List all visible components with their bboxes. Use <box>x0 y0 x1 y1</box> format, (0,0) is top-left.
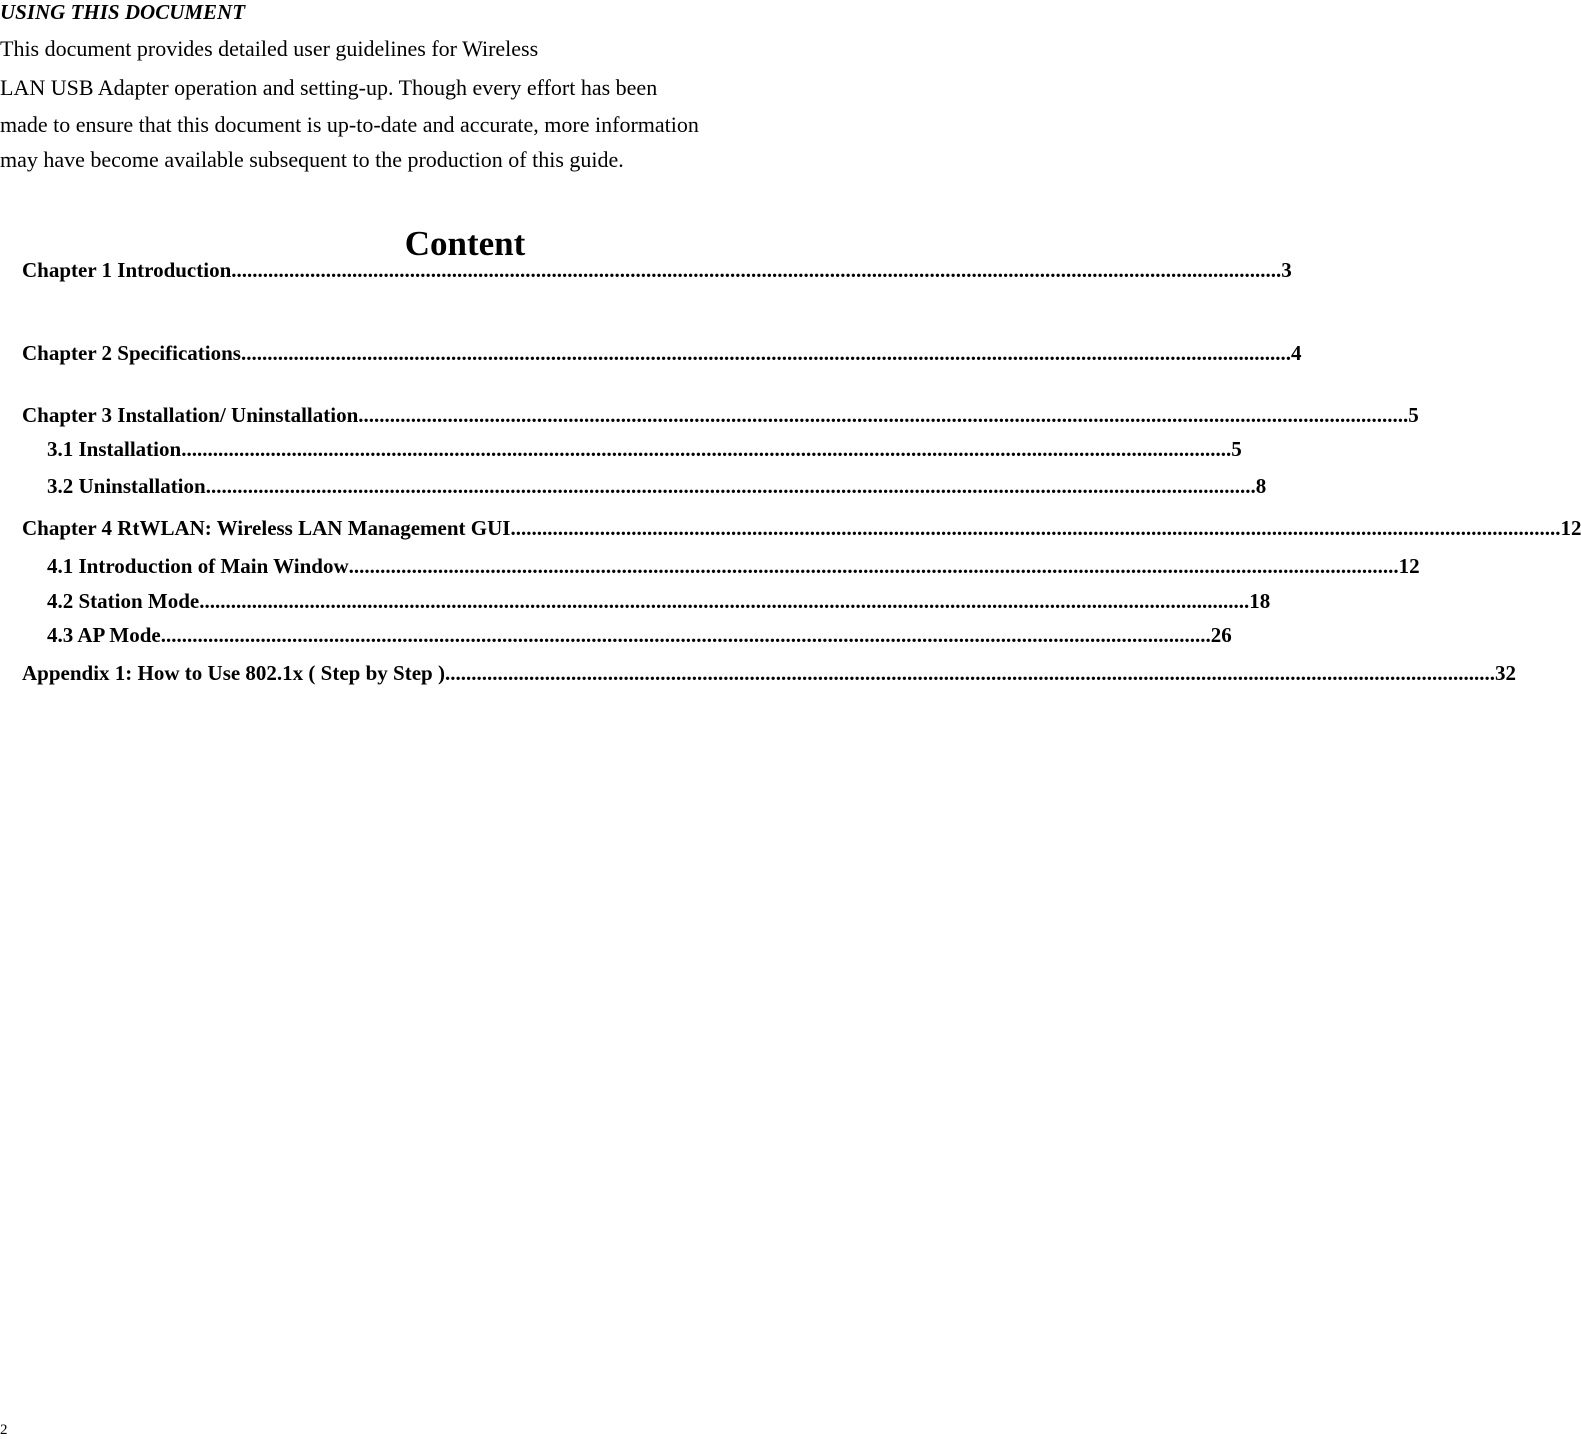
toc-entry[interactable] <box>47 553 1420 579</box>
toc-entry[interactable] <box>22 340 1302 366</box>
toc-entry-title: 4.2 Station Mode <box>47 589 200 613</box>
toc-leader-dots: ........................................................................................................................................................................................................ <box>181 437 1232 461</box>
toc-leader-dots: ........................................................................................................................................................................................................ <box>199 589 1250 613</box>
toc-leader-dots: ........................................................................................................................................................................................................ <box>205 474 1256 498</box>
content-title: Content <box>404 224 526 263</box>
toc-entry-page: 5 <box>1231 437 1242 461</box>
toc-entry[interactable] <box>47 588 1271 614</box>
toc-leader-dots: ........................................................................................................................................................................................................ <box>348 554 1399 578</box>
toc-leader-dots: ........................................................................................................................................................................................................ <box>160 623 1211 647</box>
intro-line: may have become available subsequent to the production of this guide. <box>0 147 624 172</box>
toc-leader-dots: ........................................................................................................................................................................................................ <box>231 258 1282 282</box>
toc-entry-page: 32 <box>1494 661 1516 685</box>
toc-leader-dots: ........................................................................................................................................................................................................ <box>240 341 1291 365</box>
toc-leader-dots: ........................................................................................................................................................................................................ <box>510 516 1561 540</box>
intro-line: LAN USB Adapter operation and setting-up. Though every effort has been <box>0 75 658 100</box>
intro-line: This document provides detailed user guidelines for Wireless <box>0 36 539 61</box>
toc-entry[interactable] <box>22 257 1292 283</box>
toc-entry-page: 26 <box>1210 623 1232 647</box>
toc-entry[interactable] <box>47 473 1267 499</box>
toc-entry[interactable] <box>22 515 1581 541</box>
toc-entry[interactable] <box>47 436 1242 462</box>
page-number: 2 <box>0 1422 8 1438</box>
toc-entry-title: Chapter 3 Installation/ Uninstallation <box>22 403 359 427</box>
document-heading: USING THIS DOCUMENT <box>0 0 246 24</box>
toc-entry-page: 18 <box>1249 589 1271 613</box>
toc-entry-page: 12 <box>1560 516 1581 540</box>
intro-line: made to ensure that this document is up-to-date and accurate, more information <box>0 112 699 137</box>
toc-entry-title: 3.2 Uninstallation <box>47 474 206 498</box>
toc-entry-title: Chapter 4 RtWLAN: Wireless LAN Management GUI <box>22 516 511 540</box>
toc-entry-page: 12 <box>1398 554 1420 578</box>
toc-entry[interactable] <box>47 622 1232 648</box>
toc-leader-dots: ........................................................................................................................................................................................................ <box>358 403 1409 427</box>
toc-entry[interactable] <box>22 660 1516 686</box>
toc-entry[interactable] <box>22 402 1419 428</box>
toc-entry-page: 4 <box>1290 341 1302 365</box>
toc-entry-title: Appendix 1: How to Use 802.1x ( Step by Step ) <box>22 661 445 685</box>
toc-entry-title: 4.3 AP Mode <box>47 623 161 647</box>
toc-entry-page: 8 <box>1255 474 1267 498</box>
toc-leader-dots: ........................................................................................................................................................................................................ <box>444 661 1495 685</box>
toc-entry-title: 4.1 Introduction of Main Window <box>47 554 349 578</box>
toc-entry-page: 3 <box>1281 258 1292 282</box>
toc-entry-title: Chapter 1 Introduction <box>22 258 232 282</box>
toc-entry-page: 5 <box>1408 403 1419 427</box>
toc-entry-title: Chapter 2 Specifications <box>22 341 241 365</box>
toc-entry-title: 3.1 Installation <box>47 437 182 461</box>
